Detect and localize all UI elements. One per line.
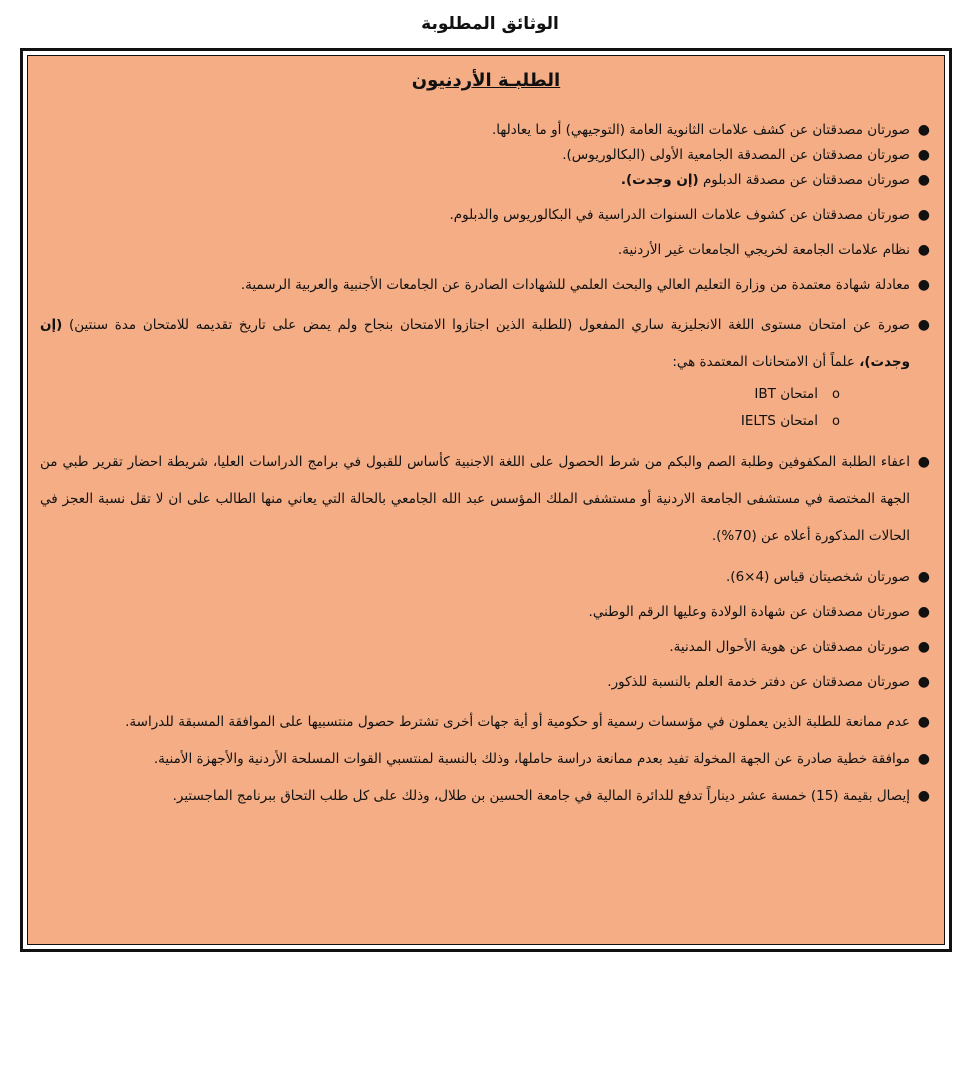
item-text: نظام علامات الجامعة لخريجي الجامعات غير الأردنية. [617, 242, 910, 258]
exam-sub-list [40, 381, 910, 435]
list-item [40, 118, 932, 143]
circle-bullet-icon: o [832, 414, 840, 429]
list-item [40, 564, 932, 590]
list-item [40, 704, 932, 741]
list-item [40, 168, 932, 193]
list-item [40, 272, 932, 298]
item-text: صورتان مصدقتان عن هوية الأحوال المدنية. [669, 639, 910, 655]
item-text: معادلة شهادة معتمدة من وزارة التعليم العالي والبحث العلمي للشهادات الصادرة عن الجامعات الأجنبية والعربية الرسمية. [240, 277, 910, 293]
bullet-icon: ● [917, 317, 930, 333]
bullet-icon: ● [917, 454, 930, 470]
item-text: صورة عن امتحان مستوى اللغة الانجليزية ساري المفعول (للطلبة الذين اجتازوا الامتحان بنجاح ولم يمض على تاريخ تقديمه للامتحان مدة سنتين) [69, 317, 911, 333]
bullet-icon: ● [917, 277, 930, 293]
item-text: موافقة خطية صادرة عن الجهة المخولة تفيد بعدم ممانعة دراسة حاملها، وذلك بالنسبة لمنتسبي القوات المسلحة الأردنية والأجهزة الأمنية. [153, 751, 910, 767]
required-documents-list [40, 118, 932, 815]
bullet-icon: ● [917, 207, 930, 223]
item-text: صورتان مصدقتان عن شهادة الولادة وعليها الرقم الوطني. [588, 604, 910, 620]
list-item [40, 237, 932, 263]
item-bold-note: (إن وجدت). [620, 172, 699, 188]
list-item [40, 778, 932, 815]
item-text: إيصال بقيمة (15) خمسة عشر ديناراً تدفع للدائرة المالية في جامعة الحسين بن طلال، وذلك على كل طلب التحاق ببرنامج الماجستير. [172, 788, 910, 804]
bullet-icon: ● [917, 604, 930, 620]
bullet-icon: ● [917, 147, 930, 163]
document-frame [20, 48, 952, 952]
item-text: صورتان شخصيتان قياس (4×6). [726, 569, 910, 585]
exam-code: IBT [754, 386, 776, 402]
list-item [40, 599, 932, 625]
bullet-icon: ● [917, 639, 930, 655]
item-text: عدم ممانعة للطلبة الذين يعملون في مؤسسات رسمية أو حكومية أو أية جهات أخرى تشترط حصول منتسبيها على الموافقة المسبقة للدراسة. [125, 714, 910, 730]
item-text: صورتان مصدقتان عن دفتر خدمة العلم بالنسبة للذكور. [607, 674, 910, 690]
list-item [40, 669, 932, 695]
exam-prefix: امتحان [780, 413, 818, 429]
item-text: صورتان مصدقتان عن مصدقة الدبلوم [702, 172, 910, 188]
item-bold-note: (إن وجدت)، [40, 317, 910, 370]
bullet-icon: ● [917, 172, 930, 188]
bullet-icon: ● [917, 242, 930, 258]
sub-list-item [40, 381, 840, 408]
bullet-icon: ● [917, 674, 930, 690]
sub-list-item [40, 408, 840, 435]
document-panel [27, 55, 945, 945]
bullet-icon: ● [917, 788, 930, 804]
item-text: اعفاء الطلبة المكفوفين وطلبة الصم والبكم من شرط الحصول على اللغة الاجنبية كأساس للقبول في برامج الدراسات العليا، شريطة احضار تقرير طبي من الجهة المختصة في مستشفى الجامعة الاردنية أو مستشفى الملك المؤسس عبد الله الجامعي بالحالة التي يعاني منها الطالب على ان لا تقل نسبة العجز في الحالات المذكورة أعلاه عن (70%). [40, 454, 910, 544]
item-text: صورتان مصدقتان عن كشف علامات الثانوية العامة (التوجيهي) أو ما يعادلها. [492, 122, 910, 138]
list-item [40, 741, 932, 778]
list-item [40, 444, 932, 555]
list-item [40, 202, 932, 228]
circle-bullet-icon: o [832, 387, 840, 402]
item-text: صورتان مصدقتان عن كشوف علامات السنوات الدراسية في البكالوريوس والدبلوم. [449, 207, 910, 223]
item-text-after: علماً أن الامتحانات المعتمدة هي: [672, 354, 855, 370]
list-item [40, 307, 932, 435]
bullet-icon: ● [917, 714, 930, 730]
list-item [40, 634, 932, 660]
item-text: صورتان مصدقتان عن المصدقة الجامعية الأولى (البكالوريوس). [562, 147, 910, 163]
bullet-icon: ● [917, 751, 930, 767]
bullet-icon: ● [917, 569, 930, 585]
bullet-icon: ● [917, 122, 930, 138]
exam-code: IELTS [740, 413, 776, 429]
exam-prefix: امتحان [780, 386, 818, 402]
page-title: الوثائق المطلوبة [421, 14, 559, 34]
list-item [40, 143, 932, 168]
section-heading: الطلبـة الأردنيون [411, 70, 561, 91]
